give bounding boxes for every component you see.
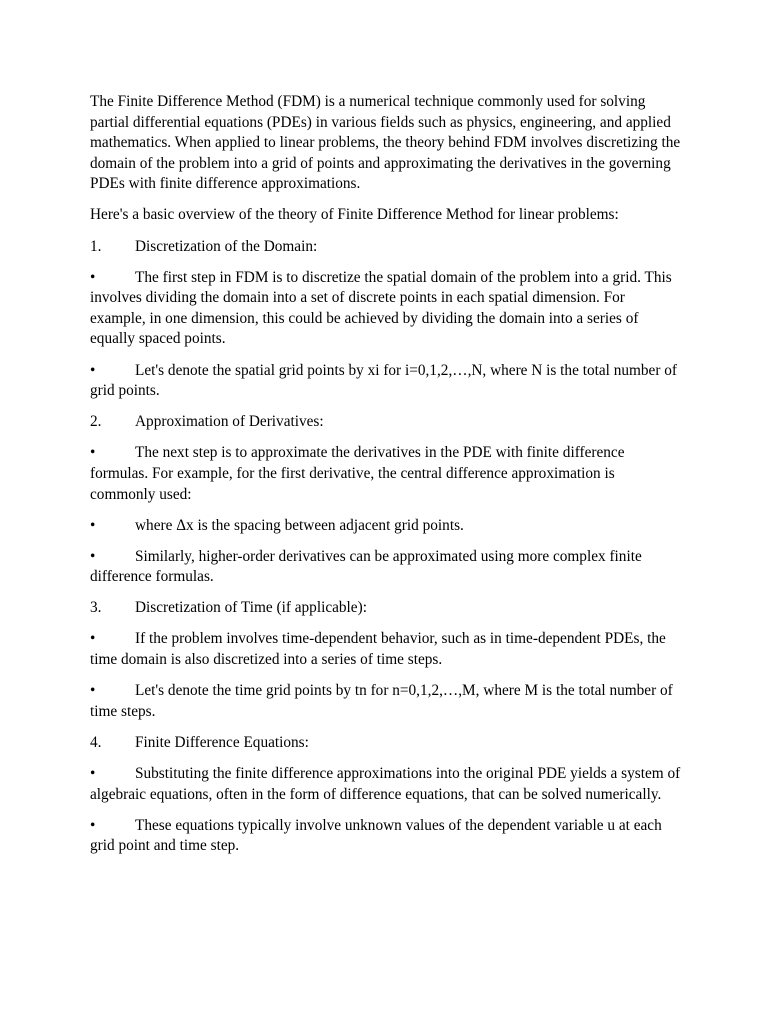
document-page bbox=[90, 92, 682, 867]
item-text: where Δx is the spacing between adjacent grid points. bbox=[135, 516, 464, 534]
item-text: Discretization of Time (if applicable): bbox=[135, 599, 367, 617]
numbered-heading bbox=[90, 733, 682, 754]
bullet-marker: • bbox=[90, 268, 96, 286]
list-number: 2. bbox=[90, 413, 102, 431]
bullet-item bbox=[90, 764, 682, 805]
item-text: Similarly, higher-order derivatives can be approximated using more complex finite difference formulas. bbox=[90, 547, 642, 586]
bullet-item bbox=[90, 268, 682, 350]
bullet-marker: • bbox=[90, 361, 96, 379]
list-number: 1. bbox=[90, 237, 102, 255]
list-number: 4. bbox=[90, 733, 102, 751]
bullet-item bbox=[90, 629, 682, 670]
item-text: If the problem involves time-dependent behavior, such as in time-dependent PDEs, the time domain is also discretized into a series of time steps. bbox=[90, 630, 666, 669]
list-number: 3. bbox=[90, 599, 102, 617]
bullet-item bbox=[90, 361, 682, 402]
bullet-marker: • bbox=[90, 816, 96, 834]
bullet-item bbox=[90, 681, 682, 722]
bullet-marker: • bbox=[90, 630, 96, 648]
bullet-marker: • bbox=[90, 682, 96, 700]
bullet-item bbox=[90, 443, 682, 505]
item-text: The first step in FDM is to discretize the spatial domain of the problem into a grid. This involves dividing the domain into a set of discrete points in each spatial dimension. For example, in one dimension, this could be achieved by dividing the domain into a series of equally spaced points. bbox=[90, 268, 672, 348]
numbered-heading bbox=[90, 237, 682, 258]
numbered-heading bbox=[90, 412, 682, 433]
bullet-marker: • bbox=[90, 516, 96, 534]
item-text: Approximation of Derivatives: bbox=[135, 413, 324, 431]
item-text: Let's denote the time grid points by tn for n=0,1,2,…,M, where M is the total number of time steps. bbox=[90, 682, 673, 720]
item-text: These equations typically involve unknown values of the dependent variable u at each grid point and time step. bbox=[90, 816, 662, 855]
overview-paragraph: Here's a basic overview of the theory of Finite Difference Method for linear problems: bbox=[90, 206, 619, 224]
item-text: Substituting the finite difference approximations into the original PDE yields a system of algebraic equations, often in the form of difference equations, that can be solved numerically. bbox=[90, 764, 681, 803]
bullet-item bbox=[90, 816, 682, 857]
bullet-item bbox=[90, 547, 682, 588]
item-text: Finite Difference Equations: bbox=[135, 733, 309, 751]
bullet-item bbox=[90, 516, 682, 537]
item-text: Discretization of the Domain: bbox=[135, 237, 318, 255]
bullet-marker: • bbox=[90, 764, 96, 782]
item-text: The next step is to approximate the derivatives in the PDE with finite difference formulas. For example, for the first derivative, the central difference approximation is commonly used: bbox=[90, 444, 625, 503]
intro-paragraph: The Finite Difference Method (FDM) is a numerical technique commonly used for solving partial differential equations (PDEs) in various fields such as physics, engineering, and applied mathematics. When applied to linear problems, the theory behind FDM involves discretizing the domain of the problem into a grid of points and approximating the derivatives in the governing PDEs with finite difference approximations. bbox=[90, 93, 681, 193]
numbered-heading bbox=[90, 598, 682, 619]
bullet-marker: • bbox=[90, 547, 96, 565]
item-text: Let's denote the spatial grid points by xi for i=0,1,2,…,N, where N is the total number of grid points. bbox=[90, 361, 677, 400]
bullet-marker: • bbox=[90, 444, 96, 462]
